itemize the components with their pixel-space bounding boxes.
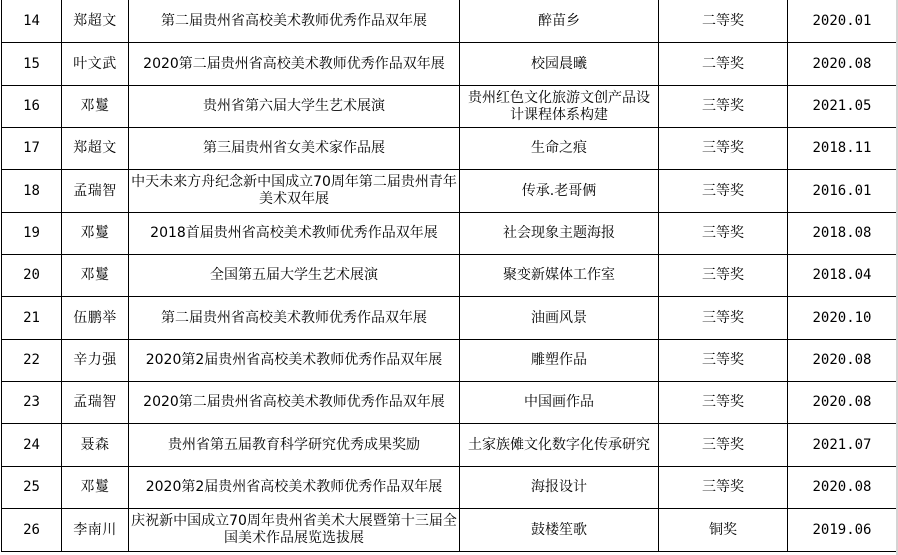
- cell-date[interactable]: 2020.08: [788, 43, 897, 86]
- cell-work[interactable]: 聚变新媒体工作室: [460, 255, 659, 297]
- cell-name[interactable]: 辛力强: [62, 340, 129, 382]
- cell-name[interactable]: 郑超文: [62, 128, 129, 170]
- cell-work[interactable]: 鼓楼笙歌: [460, 509, 659, 552]
- table-row: [2, 0, 897, 43]
- table-row: [2, 509, 897, 552]
- cell-date[interactable]: 2020.01: [788, 0, 897, 43]
- table-row: [2, 255, 897, 297]
- table-row: [2, 128, 897, 170]
- cell-work[interactable]: 社会现象主题海报: [460, 213, 659, 255]
- cell-event[interactable]: 2020第二届贵州省高校美术教师优秀作品双年展: [129, 382, 460, 424]
- cell-work[interactable]: 雕塑作品: [460, 340, 659, 382]
- cell-date[interactable]: 2021.07: [788, 424, 897, 467]
- cell-name[interactable]: 李南川: [62, 509, 129, 552]
- cell-work[interactable]: 醉苗乡: [460, 0, 659, 43]
- cell-event[interactable]: 2020第二届贵州省高校美术教师优秀作品双年展: [129, 43, 460, 86]
- cell-date[interactable]: 2020.08: [788, 340, 897, 382]
- cell-award[interactable]: 三等奖: [659, 213, 788, 255]
- cell-number[interactable]: 16: [2, 86, 62, 128]
- cell-number[interactable]: 22: [2, 340, 62, 382]
- cell-name[interactable]: 孟瑞智: [62, 382, 129, 424]
- cell-date[interactable]: 2021.05: [788, 86, 897, 128]
- cell-event[interactable]: 2020第2届贵州省高校美术教师优秀作品双年展: [129, 340, 460, 382]
- cell-work[interactable]: 中国画作品: [460, 382, 659, 424]
- cell-award[interactable]: 三等奖: [659, 382, 788, 424]
- cell-name[interactable]: 聂森: [62, 424, 129, 467]
- cell-event[interactable]: 第三届贵州省女美术家作品展: [129, 128, 460, 170]
- table-row: [2, 170, 897, 213]
- cell-name[interactable]: 邓鬘: [62, 86, 129, 128]
- cell-work[interactable]: 海报设计: [460, 467, 659, 509]
- cell-event[interactable]: 2018首届贵州省高校美术教师优秀作品双年展: [129, 213, 460, 255]
- cell-work[interactable]: 校园晨曦: [460, 43, 659, 86]
- cell-date[interactable]: 2018.08: [788, 213, 897, 255]
- cell-number[interactable]: 14: [2, 0, 62, 43]
- table-row: [2, 424, 897, 467]
- cell-award[interactable]: 二等奖: [659, 0, 788, 43]
- awards-table: [1, 0, 897, 552]
- cell-date[interactable]: 2018.04: [788, 255, 897, 297]
- cell-work[interactable]: 油画风景: [460, 297, 659, 340]
- table-row: [2, 382, 897, 424]
- cell-date[interactable]: 2018.11: [788, 128, 897, 170]
- table-row: [2, 297, 897, 340]
- cell-name[interactable]: 孟瑞智: [62, 170, 129, 213]
- table-row: [2, 43, 897, 86]
- cell-number[interactable]: 24: [2, 424, 62, 467]
- cell-name[interactable]: 邓鬘: [62, 255, 129, 297]
- cell-name[interactable]: 郑超文: [62, 0, 129, 43]
- cell-number[interactable]: 15: [2, 43, 62, 86]
- table-row: [2, 467, 897, 509]
- cell-award[interactable]: 三等奖: [659, 86, 788, 128]
- table-row: [2, 340, 897, 382]
- cell-number[interactable]: 17: [2, 128, 62, 170]
- cell-number[interactable]: 25: [2, 467, 62, 509]
- cell-work[interactable]: 生命之痕: [460, 128, 659, 170]
- table-row: [2, 86, 897, 128]
- cell-event[interactable]: 贵州省第六届大学生艺术展演: [129, 86, 460, 128]
- cell-event[interactable]: 第二届贵州省高校美术教师优秀作品双年展: [129, 297, 460, 340]
- cell-name[interactable]: 邓鬘: [62, 213, 129, 255]
- cell-award[interactable]: 三等奖: [659, 170, 788, 213]
- cell-award[interactable]: 三等奖: [659, 297, 788, 340]
- cell-event[interactable]: 第二届贵州省高校美术教师优秀作品双年展: [129, 0, 460, 43]
- cell-award[interactable]: 三等奖: [659, 128, 788, 170]
- cell-date[interactable]: 2020.08: [788, 467, 897, 509]
- cell-name[interactable]: 伍鹏举: [62, 297, 129, 340]
- cell-event[interactable]: 2020第2届贵州省高校美术教师优秀作品双年展: [129, 467, 460, 509]
- cell-number[interactable]: 26: [2, 509, 62, 552]
- cell-award[interactable]: 三等奖: [659, 424, 788, 467]
- cell-work[interactable]: 土家族傩文化数字化传承研究: [460, 424, 659, 467]
- cell-number[interactable]: 21: [2, 297, 62, 340]
- cell-name[interactable]: 邓鬘: [62, 467, 129, 509]
- cell-date[interactable]: 2019.06: [788, 509, 897, 552]
- cell-work[interactable]: 传承.老哥俩: [460, 170, 659, 213]
- cell-name[interactable]: 叶文武: [62, 43, 129, 86]
- cell-award[interactable]: 二等奖: [659, 43, 788, 86]
- cell-event[interactable]: 庆祝新中国成立70周年贵州省美术大展暨第十三届全国美术作品展览选拔展: [129, 509, 460, 552]
- cell-award[interactable]: 三等奖: [659, 340, 788, 382]
- table-row: [2, 213, 897, 255]
- cell-work[interactable]: 贵州红色文化旅游文创产品设计课程体系构建: [460, 86, 659, 128]
- cell-number[interactable]: 23: [2, 382, 62, 424]
- cell-event[interactable]: 中天未来方舟纪念新中国成立70周年第二届贵州青年美术双年展: [129, 170, 460, 213]
- cell-number[interactable]: 18: [2, 170, 62, 213]
- cell-award[interactable]: 三等奖: [659, 467, 788, 509]
- cell-event[interactable]: 全国第五届大学生艺术展演: [129, 255, 460, 297]
- cell-number[interactable]: 19: [2, 213, 62, 255]
- cell-number[interactable]: 20: [2, 255, 62, 297]
- cell-event[interactable]: 贵州省第五届教育科学研究优秀成果奖励: [129, 424, 460, 467]
- cell-date[interactable]: 2016.01: [788, 170, 897, 213]
- cell-date[interactable]: 2020.08: [788, 382, 897, 424]
- cell-award[interactable]: 三等奖: [659, 255, 788, 297]
- cell-award[interactable]: 铜奖: [659, 509, 788, 552]
- cell-date[interactable]: 2020.10: [788, 297, 897, 340]
